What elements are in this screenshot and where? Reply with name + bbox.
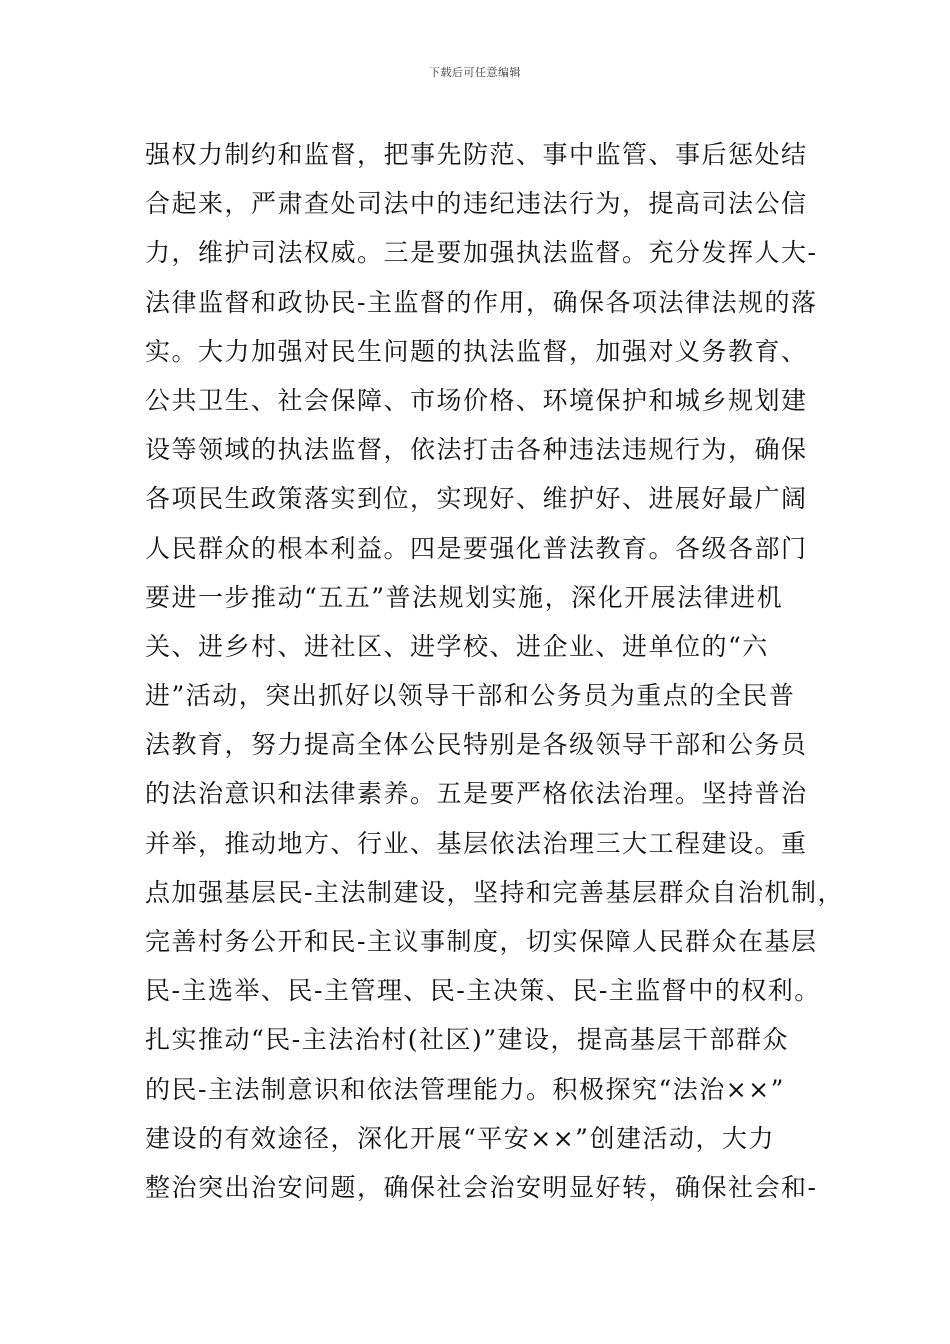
page-header: 下载后可任意编辑 <box>429 66 521 79</box>
text-line: 力，维护司法权威。三是要加强执法监督。充分发挥人大- <box>145 238 818 268</box>
text-line: 实。大力加强对民生问题的执法监督，加强对义务教育、 <box>145 336 808 366</box>
text-line: 要进一步推动“五五”普法规划实施，深化开展法律进机 <box>145 582 784 612</box>
text-line: 法律监督和政协民-主监督的作用，确保各项法律法规的落 <box>145 287 818 317</box>
text-line: 完善村务公开和民-主议事制度，切实保障人民群众在基层 <box>145 927 818 956</box>
text-line: 合起来，严肃查处司法中的违纪违法行为，提高司法公信 <box>145 189 808 219</box>
body-text <box>145 130 844 1212</box>
text-line: 关、进乡村、进社区、进学校、进企业、进单位的“六 <box>145 631 769 661</box>
text-line: 强权力制约和监督，把事先防范、事中监管、事后惩处结 <box>145 140 808 169</box>
text-line: 的法治意识和法律素养。五是要严格依法治理。坚持普治 <box>145 779 808 809</box>
text-line: 的民-主法制意识和依法管理能力。积极探究“法治××” <box>145 1074 785 1104</box>
text-line: 整治突出治安问题，确保社会治安明显好转，确保社会和- <box>145 1172 818 1202</box>
text-line: 公共卫生、社会保障、市场价格、环境保护和城乡规划建 <box>145 385 808 415</box>
text-line: 各项民生政策落实到位，实现好、维护好、进展好最广阔 <box>145 484 808 514</box>
text-line: 扎实推动“民-主法治村(社区)”建设，提高基层干部群众 <box>145 1025 790 1055</box>
text-line: 点加强基层民-主法制建设，坚持和完善基层群众自治机制， <box>145 877 844 907</box>
text-line: 民-主选举、民-主管理、民-主决策、民-主监督中的权利。 <box>145 976 821 1006</box>
text-line: 人民群众的根本利益。四是要强化普法教育。各级各部门 <box>145 533 808 563</box>
text-line: 并举，推动地方、行业、基层依法治理三大工程建设。重 <box>145 828 808 858</box>
text-line: 进”活动，突出抓好以领导干部和公务员为重点的全民普 <box>145 681 796 711</box>
text-line: 建设的有效途径，深化开展“平安××”创建活动，大力 <box>145 1123 775 1153</box>
text-line: 设等领域的执法监督，依法打击各种违法违规行为，确保 <box>145 435 808 465</box>
text-line: 法教育，努力提高全体公民特别是各级领导干部和公务员 <box>145 730 808 760</box>
